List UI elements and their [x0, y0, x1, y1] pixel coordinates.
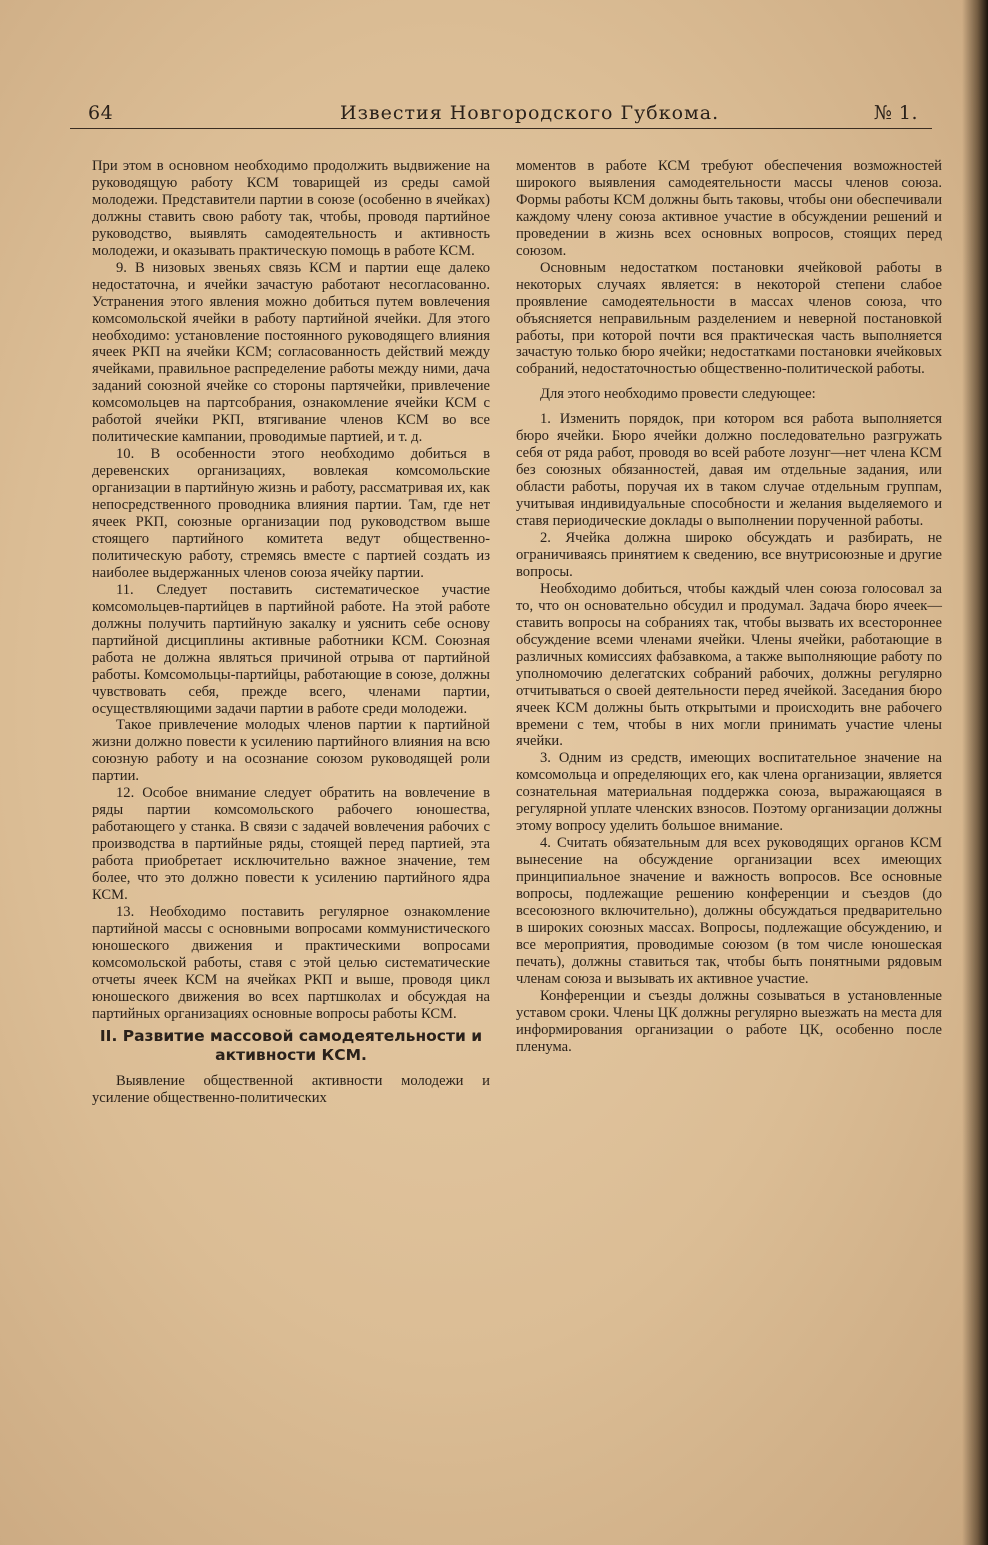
- paragraph: 3. Одним из средств, имеющих воспитательное значение на комсомольца и определяющих его, как члена организации, является сознательная материальная поддержка союза, выражающаяся в регулярной уплате членских взносов. Поэтому организации должны этому вопросу уделить большое внимание.: [516, 750, 942, 835]
- section-heading: II. Развитие массовой самодеятельности и активности КСМ.: [99, 1026, 483, 1064]
- paragraph: Основным недостатком постановки ячейковой работы в некоторых случаях является: в некоторой степени слабое проявление самодеятельности в массах членов союза, что объясняется неправильным разделением и неверной постановкой работы, при которой почти вся практическая часть выполняется зачастую только бюро ячейки; недостатками постановки ячейковых собраний, недостаточностью общественно-политической работы.: [516, 259, 942, 378]
- paragraph: моментов в работе КСМ требуют обеспечения возможностей широкого выявления самодеятельности массы членов союза. Формы работы КСМ должны быть таковы, чтобы они обеспечивали каждому члену союза активное участие в обсуждении решений и проведении в жизнь всех основных вопросов, стоящих перед союзом.: [516, 158, 942, 259]
- paragraph: 9. В низовых звеньях связь КСМ и партии еще далеко недостаточна, и ячейки зачастую работают несогласованно. Устранения этого явления можно добиться путем вовлечения комсомольской ячейки в работу партийной ячейки. Для этого необходимо: установление постоянного руководящего влияния ячеек РКП на ячейки КСМ; согласованность действий между ячейками, правильное распределение работы между ними, дача заданий союзной ячейке со стороны партячейки, привлечение комсомольцев на партсобрания, ознакомление ячейки КСМ с работой ячейки РКП, втягивание членов КСМ во все политические кампании, проводимые партией, и т. д.: [92, 259, 490, 446]
- paragraph: Выявление общественной активности молодежи и усиление общественно-политических: [92, 1072, 490, 1106]
- paragraph: 10. В особенности этого необходимо добиться в деревенских организациях, вовлекая комсомольские организации в партийную жизнь и работу, рассматривая их, как непосредственного проводника влияния партии. Там, где нет ячеек РКП, союзные организации под руководством выше стоящего партийного комитета ведут общественно-политическую работу, стремясь вместе с партией создать из наиболее выдержанных членов союза ячейку партии.: [92, 446, 490, 581]
- paragraph: Необходимо добиться, чтобы каждый член союза голосовал за то, что он основательно обсудил и продумал. Задача бюро ячеек—ставить вопросы на собраниях так, чтобы вызвать их всестороннее обсуждение всеми членами ячейки. Члены ячейки, работающие в различных комиссиях фабзавкома, а также выполняющие работу по уполномочию делегатских собраний рабочих, должны регулярно отчитываться о своей деятельности перед ячейкой. Заседания бюро ячеек КСМ должны быть открытыми и происходить вне рабочего времени с тем, чтобы в них могли принимать участие члены ячейки.: [516, 580, 942, 750]
- right-column: [516, 158, 942, 1056]
- page-number: 64: [88, 102, 114, 124]
- paragraph: 1. Изменить порядок, при котором вся работа выполняется бюро ячейки. Бюро ячейки должно последовательно разгружать себя от ряда работ, проводя во всей работе лозунг—нет члена КСМ без союзных обязанностей, давая им отдельные задания, или области работы, поручая их в таком случае отдельным группам, учитывая индивидуальные способности и желания выделяемого и ставя периодические доклады о выполнении порученной работы.: [516, 411, 942, 530]
- running-header: [70, 98, 932, 129]
- paragraph: 13. Необходимо поставить регулярное ознакомление партийной массы с основными вопросами коммунистического юношеского движения и практическими вопросами комсомольской работы, ставя с этой целью систематические отчеты ячеек КСМ на ячейках РКП и выше, проводя цикл юношеского движения во всех партшколах и обсуждая на партийных организациях основные вопросы работы КСМ.: [92, 903, 490, 1022]
- paragraph: Конференции и съезды должны созываться в установленные уставом сроки. Члены ЦК должны регулярно выезжать на места для информирования организации о работе ЦК, особенно после пленума.: [516, 987, 942, 1055]
- paragraph: 2. Ячейка должна широко обсуждать и разбирать, не ограничиваясь принятием к сведению, все внутрисоюзные и другие вопросы.: [516, 530, 942, 580]
- paragraph-lead: Для этого необходимо провести следующее:: [540, 386, 816, 403]
- journal-title: Известия Новгородского Губкома.: [340, 102, 720, 124]
- paragraph: 11. Следует поставить систематическое участие комсомольцев-партийцев в партийной работе. На этой работе должны получить партийную закалку и уяснить себе основу партийной дисциплины активные работники КСМ. Союзная работа не должна являться причиной отрыва от партийной работы. Комсомольцы-партийцы, работающие в союзе, должны чувствовать себя, прежде всего, членами партии, осуществляющими задачи партии в работе среди молодежи.: [92, 581, 490, 717]
- paragraph: Такое привлечение молодых членов партии к партийной жизни должно повести к усилению партийного влияния на всю союзную работу и на осознание союзом руководящей роли партии.: [92, 717, 490, 785]
- paragraph: 12. Особое внимание следует обратить на вовлечение в ряды партии комсомольского рабочего юношества, работающего у станка. В связи с задачей вовлечения рабочих с производства в партийные ряды, стоящей перед партией, эта работа приобретает исключительно важное значение, тем более, что это должно повести к усилению партийного ядра КСМ.: [92, 785, 490, 903]
- issue-number: № 1.: [873, 102, 918, 124]
- paragraph: При этом в основном необходимо продолжить выдвижение на руководящую работу КСМ товарищей из среды самой молодежи. Представители партии в союзе (особенно в ячейках) должны ставить свою работу так, чтобы, проводя партийное руководство, выявлять самодеятельность и активность молодежи, и оказывать практическую помощь в работе КСМ.: [92, 158, 490, 259]
- left-column: [92, 158, 490, 1107]
- paragraph: 4. Считать обязательным для всех руководящих органов КСМ вынесение на обсуждение организации всех имеющих принципиальное значение и важность вопросов. Все основные вопросы, подлежащие решению конференции и съездов (до всесоюзного включительно), должны обсуждаться предварительно в широких союзных массах. Вопросы, подлежащие обсуждению, и все мероприятия, проводимые союзом (в том числе юношеская печать), должны ставиться так, чтобы быть понятными рядовым членам союза и вызывать их активное участие.: [516, 835, 942, 987]
- page-edge-shadow: [962, 0, 988, 1545]
